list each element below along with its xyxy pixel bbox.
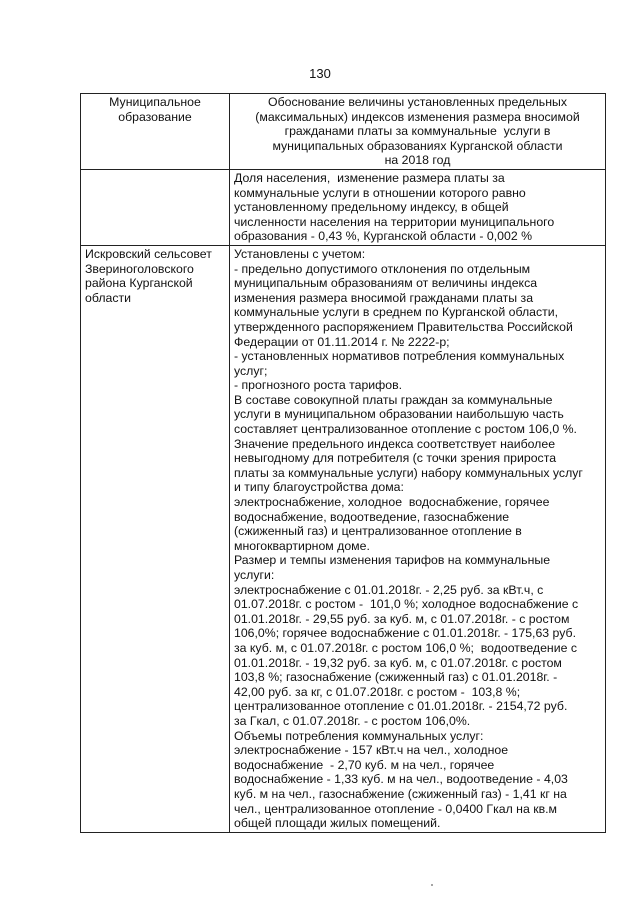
justification-table — [80, 93, 606, 833]
paragraph: электроснабжение, холодное водоснабжение, горячее водоснабжение, водоотведение, газоснабжение (сжиженный газ) и централизованное отопление в многоквартирном доме. — [234, 495, 550, 553]
continuation-justification-cell: Доля населения, изменение размера платы за коммунальные услуги в отношении которого равно установленному предельному индексу, в общей численности населения на территории муниципального образования - 0,43 %, Курганской области - 0,002 % — [230, 169, 606, 245]
scan-speck — [431, 884, 433, 886]
table-row — [81, 245, 606, 832]
paragraph: Значение предельного индекса соответствует наиболее невыгодному для потребителя (с точки зрения прироста платы за коммунальные услуги) набору коммунальных услуг и типу благоустройства дома: — [234, 436, 583, 495]
header-justification: Обоснование величины установленных предельных (максимальных) индексов изменения размера вносимой гражданами платы за коммунальные услуги в муниципальных образованиях Курганской области на 2018 год — [230, 94, 606, 170]
paragraph: Установлены с учетом: — [234, 246, 366, 261]
paragraph: электроснабжение с 01.01.2018г. - 2,25 руб. за кВт.ч, с 01.07.2018г. с ростом - 101,0 %; холодное водоснабжение с 01.01.2018г. - 29,55 руб. за куб. м, с 01.07.2018г. - с ростом 106,0%; горячее водоснабжение с 01.01.2018г. - 175,63 руб. за куб. м, с 01.07.2018г. с ростом 106,0 %; водоотведение с 01.01.2018г. - 19,32 руб. за куб. м, с 01.07.2018г. с ростом 103,8 %; газоснабжение (сжиженный газ) с 01.01.2018г. - 42,00 руб. за кг, с 01.07.2018г. с ростом - 103,8 %; централизованное отопление с 01.01.2018г. - 2154,72 руб. за Гкал, с 01.07.2018г. - с ростом 106,0%. — [234, 582, 579, 728]
table-header-row — [81, 94, 606, 170]
continuation-municipality-cell — [81, 169, 230, 245]
justification-text-cell — [230, 245, 606, 832]
paragraph: Объемы потребления коммунальных услуг: электроснабжение - 157 кВт.ч на чел., холодное водоснабжение - 2,70 куб. м на чел., горячее водоснабжение - 1,33 куб. м на чел., водоотведение - 4,03 куб. м на чел., газоснабжение (сжиженный газ) - 1,41 кг на чел., централизованное отопление - 0,0400 Гкал на кв.м общей площади жилых помещений. — [234, 728, 568, 831]
municipality-name-cell: Искровский сельсовет Звериноголовского района Курганской области — [81, 245, 230, 832]
table-row — [81, 169, 606, 245]
header-municipality: Муниципальное образование — [81, 94, 230, 170]
paragraph: В составе совокупной платы граждан за коммунальные услуги в муниципальном образовании наибольшую часть составляет централизованное отопление с ростом 106,0 %. — [234, 392, 577, 437]
paragraph: - установленных нормативов потребления коммунальных услуг; — [234, 349, 565, 378]
paragraph: Размер и темпы изменения тарифов на коммунальные услуги: — [234, 553, 551, 582]
page-number: 130 — [309, 66, 331, 81]
paragraph: - прогнозного роста тарифов. — [234, 378, 403, 393]
paragraph: - предельно допустимого отклонения по отдельным муниципальным образованиям от величины индекса изменения размера вносимой гражданами платы за коммунальные услуги в среднем по Курганской области, утвержденного распоряжением Правительства Российской Федерации от 01.11.2014 г. № 2222-р; — [234, 261, 573, 349]
